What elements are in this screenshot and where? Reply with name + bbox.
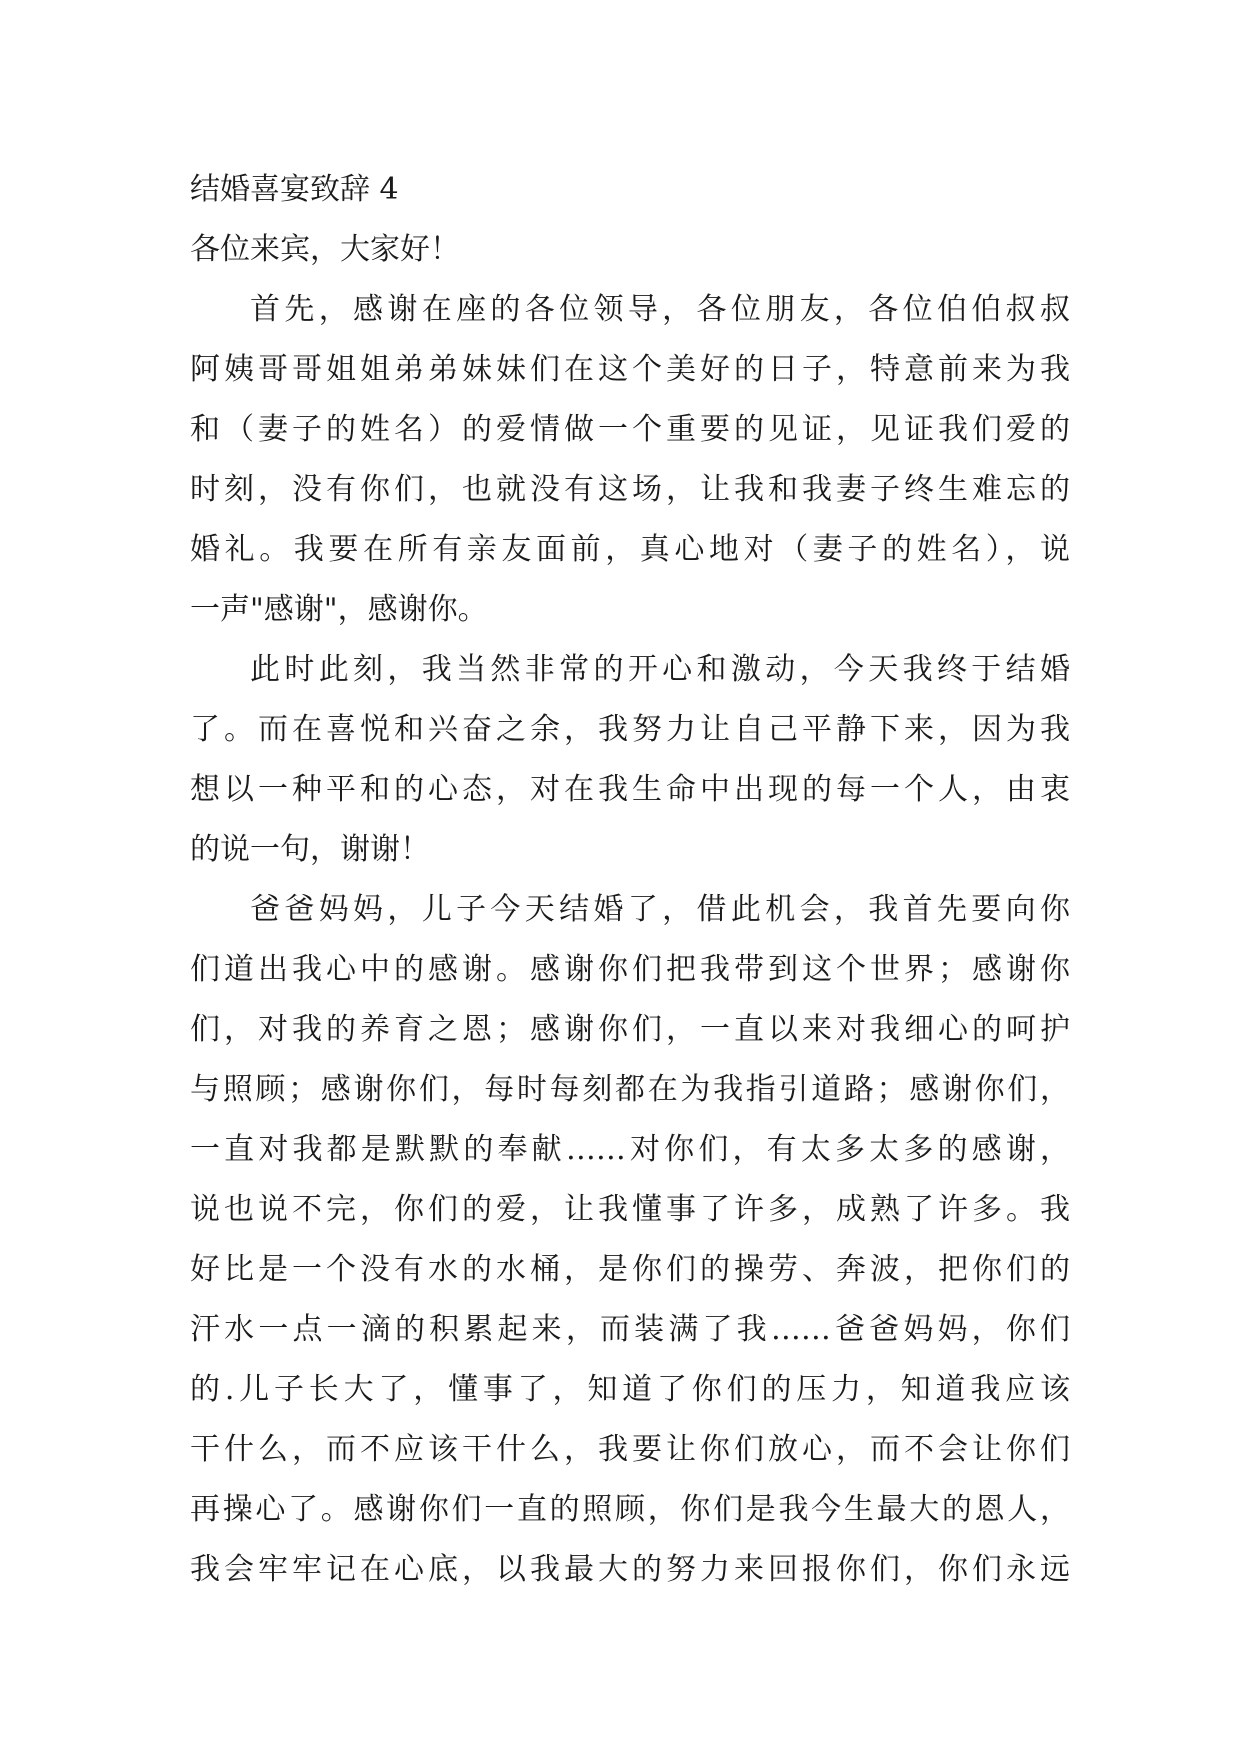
document-body [190,280,1070,1600]
paragraph-line: 爸爸妈妈，儿子今天结婚了，借此机会，我首先要向你 [250,892,1070,927]
paragraph-line: 和（妻子的姓名）的爱情做一个重要的见证，见证我们爱的 [190,412,1070,447]
paragraph-line: 与照顾；感谢你们，每时每刻都在为我指引道路；感谢你们， [190,1072,1070,1107]
paragraph-line: 说也说不完，你们的爱，让我懂事了许多，成熟了许多。我 [190,1192,1070,1227]
paragraph [190,880,1070,1600]
paragraph-line: 了。而在喜悦和兴奋之余，我努力让自己平静下来，因为我 [190,712,1070,747]
paragraph-line: 时刻，没有你们，也就没有这场，让我和我妻子终生难忘的 [190,472,1070,507]
paragraph-line: 阿姨哥哥姐姐弟弟妹妹们在这个美好的日子，特意前来为我 [190,352,1070,387]
paragraph-line: 的.儿子长大了，懂事了，知道了你们的压力，知道我应该 [190,1372,1070,1407]
paragraph-line: 一声"感谢"，感谢你。 [190,592,488,627]
paragraph-line: 首先，感谢在座的各位领导，各位朋友，各位伯伯叔叔 [250,292,1070,327]
paragraph-line: 好比是一个没有水的水桶，是你们的操劳、奔波，把你们的 [190,1252,1070,1287]
paragraph-line: 一直对我都是默默的奉献……对你们，有太多太多的感谢， [190,1132,1070,1167]
paragraph-line: 想以一种平和的心态，对在我生命中出现的每一个人，由衷 [190,772,1070,807]
paragraph [190,280,1070,640]
paragraph-line: 们道出我心中的感谢。感谢你们把我带到这个世界；感谢你 [190,952,1070,987]
paragraph-line: 婚礼。我要在所有亲友面前，真心地对（妻子的姓名），说 [190,532,1070,567]
paragraph-line: 干什么，而不应该干什么，我要让你们放心，而不会让你们 [190,1432,1070,1467]
paragraph-line: 的说一句，谢谢！ [190,832,430,867]
document-title: 结婚喜宴致辞 4 [190,172,399,207]
salutation: 各位来宾，大家好！ [190,232,460,267]
paragraph-line: 我会牢牢记在心底，以我最大的努力来回报你们，你们永远 [190,1552,1070,1587]
paragraph-line: 此时此刻，我当然非常的开心和激动，今天我终于结婚 [250,652,1070,687]
paragraph [190,640,1070,880]
paragraph-line: 们，对我的养育之恩；感谢你们，一直以来对我细心的呵护 [190,1012,1070,1047]
paragraph-line: 再操心了。感谢你们一直的照顾，你们是我今生最大的恩人， [190,1492,1070,1527]
document-page [190,160,1070,1600]
paragraph-line: 汗水一点一滴的积累起来，而装满了我……爸爸妈妈，你们 [190,1312,1070,1347]
